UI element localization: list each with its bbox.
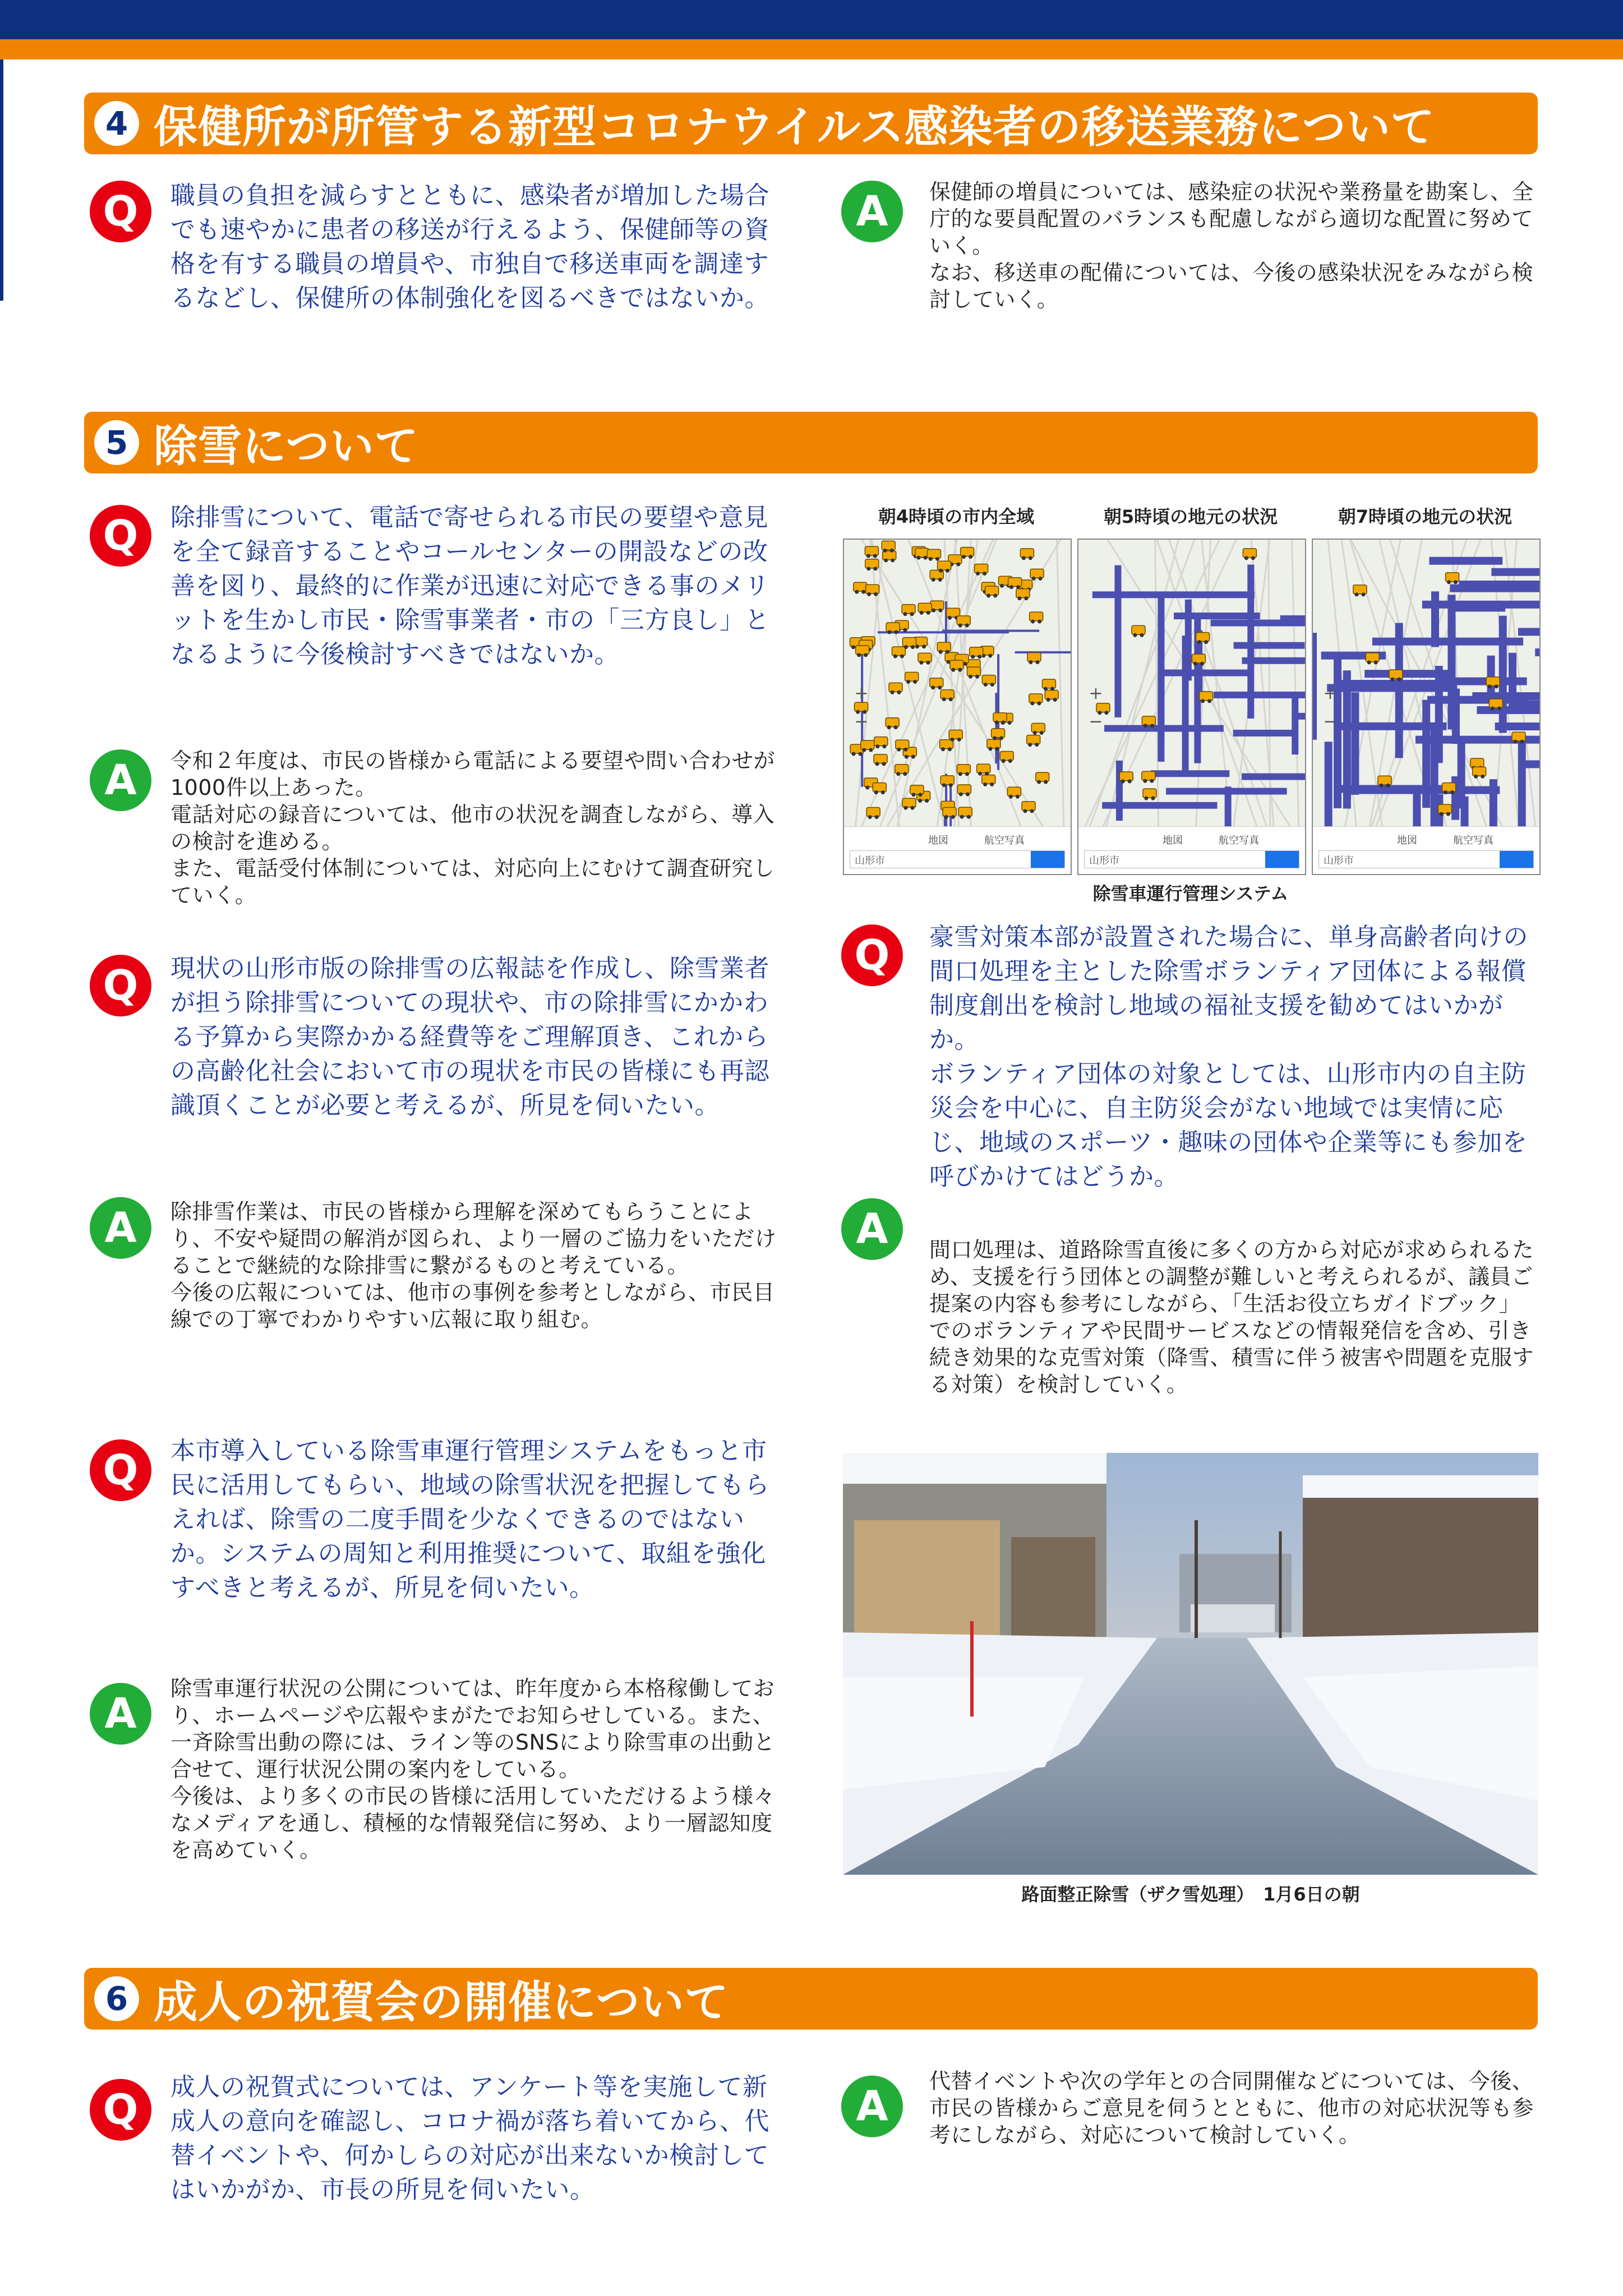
map-canvas [1313,540,1539,827]
map-canvas [1078,540,1305,827]
map-view-button[interactable]: 地図 [1163,835,1183,846]
question-badge: Q [90,1439,151,1501]
section-5-answer-4: 間口処理は、道路除雪直後に多くの方から対応が求められるため、支援を行う団体との調整が難しいと考えられるが、議員ご提案の内容も参考にしながら、「生活お役立ちガイドブック」でのボランティアや民間サービスなどの情報発信を含め、引き続き効果的な克雪対策（降雪、積雪に伴う被害や問題を克服する対策）を検討していく。 [929,1237,1534,1397]
map-caption-3: 朝7時頃の地元の状況 [1338,506,1513,527]
answer-badge: A [841,181,903,242]
zoom-control[interactable]: + − [1323,684,1338,731]
map-footer [1078,826,1305,874]
map-caption-1: 朝4時頃の市内全域 [878,506,1035,527]
section-6-question: 成人の祝賀式については、アンケート等を実施して新成人の意向を確認し、コロナ禍が落ち着いてから、代替イベントや、何かしらの対応が出来ないか検討してはいかがか、市長の所見を伺いたい。 [170,2073,769,2204]
section-6-answer: 代替イベントや次の学年との合同開催などについては、今後、市民の皆様からご意見を伺うとともに、他市の対応状況等も参考にしながら、対応について検討していく。 [929,2069,1534,2147]
answer-badge: A [841,1198,903,1260]
question-badge: Q [90,2079,151,2141]
section-5-question-3: 本市導入している除雪車運行管理システムをもっと市民に活用してもらい、地域の除雪状況を把握してもらえれば、除雪の二度手間を少なくできるのではないか。システムの周知と利用推奨について、取組を強化すべきと考えるが、所見を伺いたい。 [170,1437,769,1602]
map-search-button[interactable] [1500,851,1533,868]
snowplow-map-local-5am[interactable] [1077,539,1306,875]
map-caption-2: 朝5時頃の地元の状況 [1103,506,1278,527]
section-5-header [84,412,1538,473]
answer-badge: A [90,749,151,811]
map-search-box[interactable] [850,850,1065,868]
question-badge: Q [90,505,151,567]
section-5-question-4: 豪雪対策本部が設置された場合に、単身高齢者向けの間口処理を主とした除雪ボランティア団体による報償制度創出を検討し地域の福祉支援を勧めてはいかがか。 ボランティア団体の対象としては、山形市内の自主防災会を中心に、自主防災会がない地域では実情に応じ、地域のスポーツ・趣味の団体や企業等にも参加を呼びかけてはどうか。 [929,923,1528,1191]
question-badge: Q [90,181,151,242]
section-4-number: 4 [94,101,139,146]
snowplow-map-local-7am[interactable] [1312,539,1541,875]
section-6-title: 成人の祝賀会の開催について [154,1977,729,2028]
map-search-text: 山形市 [1324,855,1354,867]
maps-caption: 除雪車運行管理システム [1092,883,1289,904]
section-4-question: 職員の負担を減らすとともに、感染者が増加した場合でも速やかに患者の移送が行えるよう、保健師等の資格を有する職員の増員や、市独自で移送車両を調達するなどし、保健所の体制強化を図るべきではないか。 [170,181,769,312]
left-edge-mark [0,59,3,301]
answer-badge: A [90,1197,151,1259]
map-footer [1313,826,1539,874]
photo-caption: 路面整正除雪（ザク雪処理） 1月6日の朝 [1021,1884,1360,1905]
section-4-answer: 保健師の増員については、感染症の状況や業務量を勘案し、全庁的な要員配置のバランスも配慮しながら適切な配置に努めていく。 なお、移送車の配備については、今後の感染状況をみながら検討していく。 [929,180,1534,312]
section-5-number: 5 [94,420,139,465]
section-4-header [84,93,1538,154]
map-search-text: 山形市 [1089,855,1119,867]
map-footer [844,826,1071,874]
section-5-question-1: 除排雪について、電話で寄せられる市民の要望や意見を全て録音することやコールセンターの開設などの改善を図り、最終的に作業が迅速に対応できる事のメリットを生かし市民・除雪事業者・市の「三方良し」となるように今後検討すべきではないか。 [170,503,769,669]
section-4-title: 保健所が所管する新型コロナウイルス感染者の移送業務について [154,102,1435,153]
top-orange-band [0,39,1623,59]
map-search-box[interactable] [1318,850,1534,868]
question-badge: Q [90,955,151,1016]
question-badge: Q [841,924,903,986]
map-search-box[interactable] [1084,850,1299,868]
zoom-control[interactable]: + − [854,684,869,731]
snow-road-photo [843,1453,1538,1875]
map-search-text: 山形市 [855,855,885,867]
section-5-question-2: 現状の山形市版の除排雪の広報誌を作成し、除雪業者が担う除排雪についての現状や、市の除排雪にかかわる予算から実際かかる経費等をご理解頂き、これからの高齢化社会において市の現状を市民の皆様にも再認識頂くことが必要と考えるが、所見を伺いたい。 [170,954,769,1120]
map-search-button[interactable] [1265,851,1299,868]
section-5-answer-2: 除排雪作業は、市民の皆様から理解を深めてもらうことにより、不安や疑問の解消が図られ、より一層のご協力をいただけることで継続的な除排雪に繋がるものと考えている。 今後の広報については、他市の事例を参考としながら、市民目線での丁寧でわかりやすい広報に取り組む。 [170,1199,777,1332]
answer-badge: A [90,1683,151,1745]
map-search-button[interactable] [1031,851,1064,868]
snowplow-map-citywide[interactable] [843,539,1072,875]
section-6-number: 6 [94,1976,139,2021]
top-navy-band [0,0,1623,39]
section-5-answer-1: 令和２年度は、市民の皆様から電話による要望や問い合わせが1000件以上あった。 電話対応の録音については、他市の状況を調査しながら、導入の検討を進める。 また、電話受付体制については、対応向上にむけて調査研究していく。 [170,748,776,908]
zoom-control[interactable]: + − [1089,684,1103,731]
section-6-header [84,1968,1538,2030]
section-5-answer-3: 除雪車運行状況の公開については、昨年度から本格稼働しており、ホームページや広報やまがたでお知らせしている。また、一斉除雪出動の際には、ライン等のSNSにより除雪車の出動と合せて、運行状況公開の案内をしている。 今後は、より多くの市民の皆様に活用していただけるよう様々なメディアを通し、積極的な情報発信に努め、より一層認知度を高めていく。 [170,1676,776,1862]
section-5-title: 除雪について [154,421,419,472]
map-view-button[interactable]: 地図 [1397,835,1417,846]
map-view-button[interactable]: 地図 [928,835,948,846]
satellite-view-button[interactable]: 航空写真 [984,835,1025,846]
answer-badge: A [841,2076,903,2137]
satellite-view-button[interactable]: 航空写真 [1219,835,1259,846]
map-canvas [844,540,1071,827]
satellite-view-button[interactable]: 航空写真 [1453,835,1493,846]
